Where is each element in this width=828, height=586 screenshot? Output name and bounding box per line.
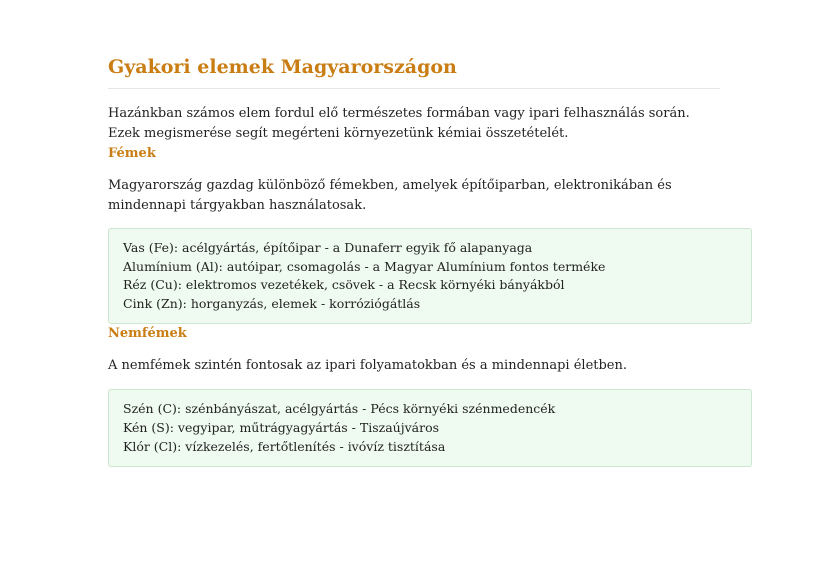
metals-description: Magyarország gazdag különböző fémekben, amelyek építőiparban, elektronikában és mindennapi tárgyakban használatosak.: [108, 178, 672, 213]
nonmetals-list-box: [108, 389, 752, 467]
metal-item-zinc: Cink (Zn): horganyzás, elemek - korróziógátlás: [123, 295, 421, 311]
nonmetal-item-sulfur: Kén (S): vegyipar, műtrágyagyártás - Tiszaújváros: [123, 419, 440, 435]
metal-item-copper: Réz (Cu): elektromos vezetékek, csövek - a Recsk környéki bányákból: [123, 277, 565, 293]
page-title: Gyakori elemek Magyarországon: [108, 52, 720, 89]
nonmetal-item-carbon: Szén (C): szénbányászat, acélgyártás - Pécs környéki szénmedencék: [123, 401, 556, 417]
nonmetals-heading: Nemfémek: [108, 326, 187, 342]
nonmetal-item-chlorine: Klór (Cl): vízkezelés, fertőtlenítés - ivóvíz tisztítása: [123, 438, 446, 454]
nonmetals-description: A nemfémek szintén fontosak az ipari folyamatokban és a mindennapi életben.: [108, 358, 628, 374]
metal-item-iron: Vas (Fe): acélgyártás, építőipar - a Dunaferr egyik fő alapanyaga: [123, 240, 533, 255]
metals-heading: Fémek: [108, 146, 156, 161]
metal-item-aluminium: Alumínium (Al): autóipar, csomagolás - a Magyar Alumínium fontos terméke: [123, 258, 606, 274]
metals-list-box: [108, 228, 752, 324]
article: [108, 52, 752, 467]
intro-paragraph: Hazánkban számos elem fordul elő természetes formában vagy ipari felhasználás során. Ezek megismerése segít megérteni környezetünk kémiai összetételét.: [108, 106, 690, 141]
